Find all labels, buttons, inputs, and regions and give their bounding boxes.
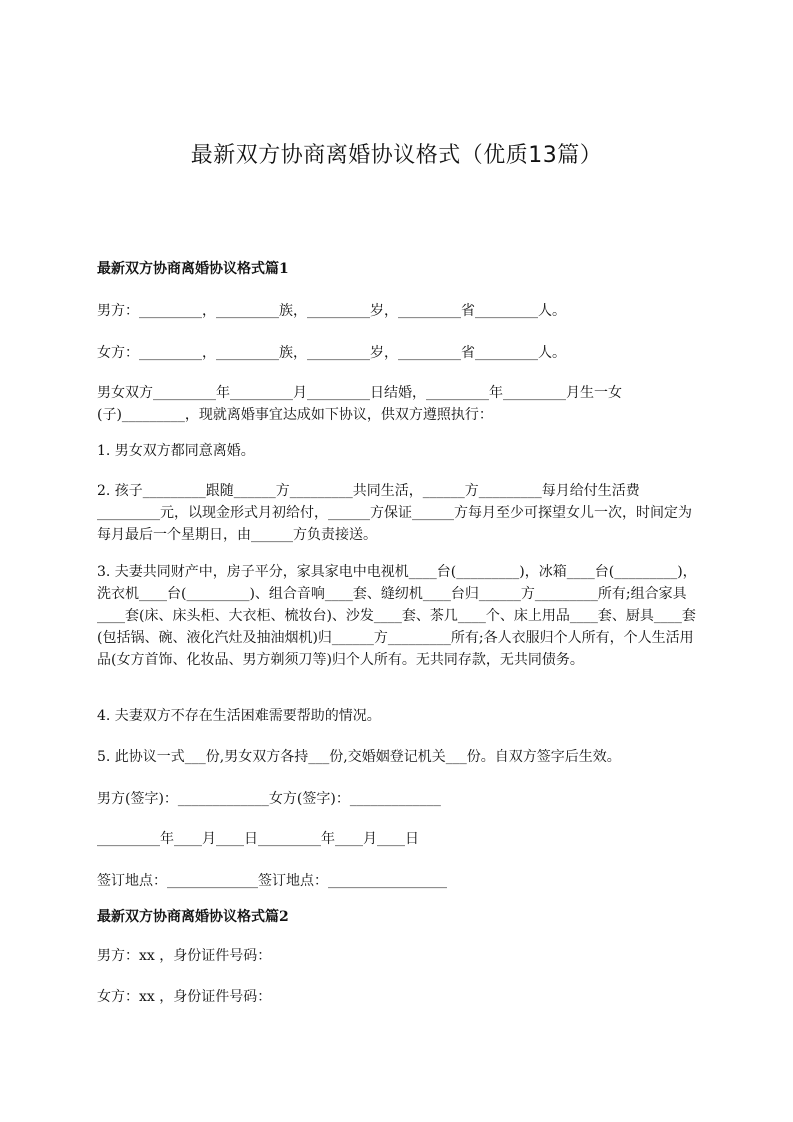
paragraph-signing-location: 签订地点：_____________签订地点：_________________ (97, 873, 447, 889)
paragraph-section2-female: 女方：xx ，身份证件号码： (97, 989, 272, 1005)
paragraph-dates: _________年____月____日_________年____月____日 (97, 831, 419, 847)
paragraph-clause-1: 1. 男女双方都同意离婚。 (97, 443, 255, 459)
document-title: 最新双方协商离婚协议格式（优质13篇） (190, 143, 603, 168)
section-heading-2: 最新双方协商离婚协议格式篇2 (97, 909, 289, 925)
paragraph-clause-2: 2. 孩子_________跟随______方_________共同生活，______方_________每月给付生活费_________元，以现金形式月初给付，______方保证______方每月至少可探望女儿一次，时间定为每月最后一个星期日，由______方负责接送。 (97, 483, 692, 543)
paragraph-marriage-info: 男女双方_________年_________月_________日结婚，_________年_________月生一女(子)_________，现就离婚事宜达成如下协议，供双方遵照执行： (97, 385, 622, 423)
section-heading-1: 最新双方协商离婚协议格式篇1 (97, 261, 289, 277)
paragraph-clause-3: 3. 夫妻共同财产中，房子平分，家具家电中电视机____台(_________)，冰箱____台(_________)，洗衣机____台(_________)、组合音响____套、缝纫机____台归______方_________所有;组合家具____套(床、床头柜、大衣柜、梳妆台)、沙发____套、茶几____个、床上用品____套、厨具____套(包括锅、碗、液化汽灶及抽油烟机)归______方_________所有;各人衣服归个人所有，个人生活用品(女方首饰、化妆品、男方剃须刀等)归个人所有。无共同存款，无共同债务。 (97, 564, 697, 668)
paragraph-clause-5: 5. 此协议一式___份,男女双方各持___份,交婚姻登记机关___份。自双方签字后生效。 (97, 749, 621, 765)
paragraph-section2-male: 男方：xx ，身份证件号码： (97, 948, 272, 964)
paragraph-signatures: 男方(签字)：_____________女方(签字)：_____________ (97, 791, 441, 807)
paragraph-male-party: 男方：_________，_________族，_________岁，_________省_________人。 (97, 303, 566, 319)
paragraph-clause-4: 4. 夫妻双方不存在生活困难需要帮助的情况。 (97, 708, 381, 724)
paragraph-female-party: 女方：_________，_________族，_________岁，_________省_________人。 (97, 345, 566, 361)
